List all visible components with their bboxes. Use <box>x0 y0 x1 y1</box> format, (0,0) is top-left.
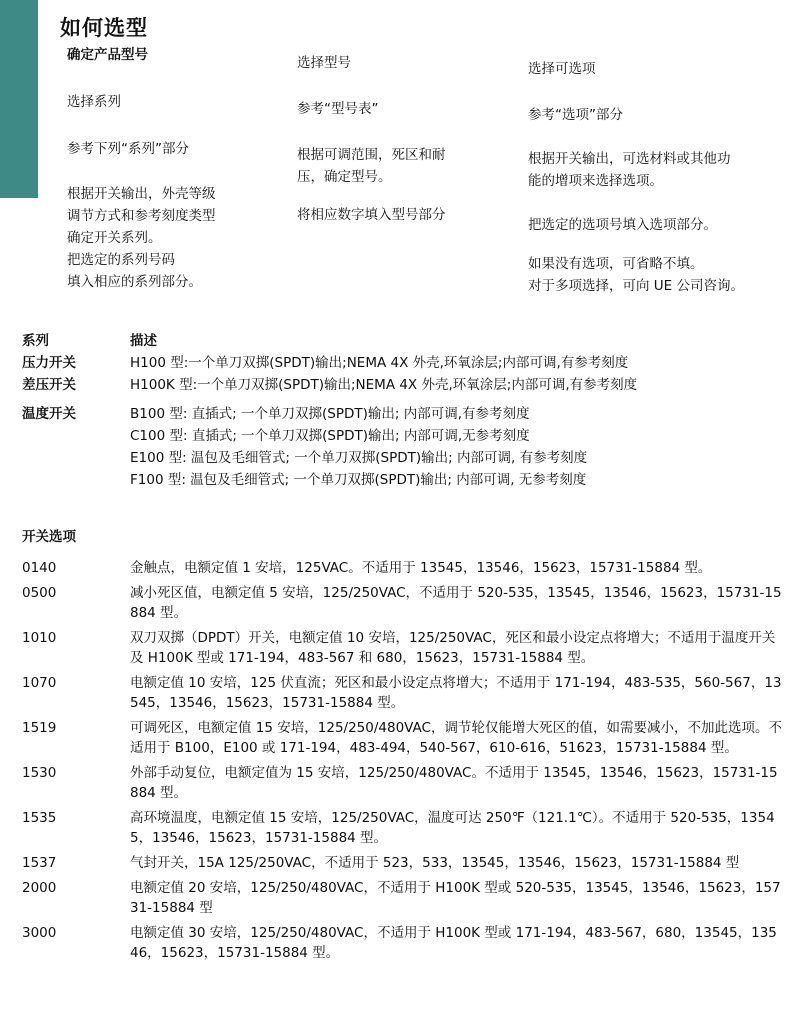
option-row <box>22 923 782 963</box>
step-text: 参考“选项”部分 <box>528 107 623 123</box>
option-row <box>22 808 782 848</box>
accent-bar <box>0 0 38 198</box>
option-code: 2000 <box>22 880 57 896</box>
header-series: 系列 <box>22 333 49 349</box>
option-row <box>22 583 782 623</box>
series-row <box>22 352 782 374</box>
option-code: 0500 <box>22 585 57 601</box>
option-code: 0140 <box>22 560 57 576</box>
option-text: 金触点，电额定值 1 安培，125VAC。不适用于 13545，13546，15623，15731-15884 型。 <box>130 560 712 576</box>
option-row <box>22 628 782 668</box>
option-code: 1010 <box>22 630 57 646</box>
series-description: F100 型: 温包及毛细管式; 一个单刀双掷(SPDT)输出; 内部可调, 无参考刻度 <box>130 472 587 488</box>
page-title: 如何选型 <box>60 16 148 40</box>
series-table-header <box>22 330 782 352</box>
step-text: 参考下列“系列”部分 <box>67 141 189 157</box>
option-row <box>22 718 782 758</box>
step-text: 根据可调范围，死区和耐 压，确定型号。 <box>297 147 446 185</box>
option-code: 1070 <box>22 675 57 691</box>
series-row <box>22 447 782 469</box>
options-list <box>22 558 782 968</box>
steps-column-options <box>528 58 790 297</box>
series-description: H100 型:一个单刀双掷(SPDT)输出;NEMA 4X 外壳,环氧涂层;内部可调,有参考刻度 <box>130 355 629 371</box>
series-name <box>22 425 130 447</box>
steps-column-series <box>67 44 287 293</box>
option-text: 可调死区，电额定值 15 安培，125/250/480VAC，调节轮仅能增大死区的值，如需要减小，不加此选项。不适用于 B100，E100 或 171-194，483-494，540-567，610-616，51623，15731-15884 型。 <box>130 720 782 756</box>
option-row <box>22 558 782 578</box>
option-row <box>22 853 782 873</box>
option-code: 3000 <box>22 925 57 941</box>
step-heading: 选择型号 <box>297 55 351 71</box>
option-text: 高环境温度，电额定值 15 安培，125/250VAC，温度可达 250℉（121.1℃）。不适用于 520-535，13545，13546，15623，15731-15884 型。 <box>130 810 775 846</box>
series-row <box>22 425 782 447</box>
option-text: 电额定值 20 安培，125/250/480VAC，不适用于 H100K 型或 520-535，13545，13546，15623，15731-15884 型 <box>130 880 781 916</box>
step-heading: 确定产品型号 <box>67 47 148 63</box>
step-text: 把选定的选项号填入选项部分。 <box>528 217 717 233</box>
option-code: 1535 <box>22 810 57 826</box>
option-text: 双刀双掷（DPDT）开关，电额定值 10 安培，125/250VAC，死区和最小设定点将增大；不适用于温度开关及 H100K 型或 171-194，483-567 和 680，15623，15731-15884 型。 <box>130 630 776 666</box>
step-text: 根据开关输出，外壳等级 调节方式和参考刻度类型 确定开关系列。 把选定的系列号码 填入相应的系列部分。 <box>67 186 216 290</box>
series-description: C100 型: 直插式; 一个单刀双掷(SPDT)输出; 内部可调,无参考刻度 <box>130 428 530 444</box>
option-code: 1519 <box>22 720 57 736</box>
option-row <box>22 763 782 803</box>
step-heading: 选择可选项 <box>528 61 596 77</box>
series-name: 压力开关 <box>22 355 76 371</box>
option-code: 1530 <box>22 765 57 781</box>
options-heading: 开关选项 <box>22 529 76 545</box>
option-code: 1537 <box>22 855 57 871</box>
step-text: 根据开关输出，可选材料或其他功 能的增项来选择选项。 <box>528 151 731 189</box>
option-row <box>22 673 782 713</box>
step-text: 如果没有选项，可省略不填。 对于多项选择，可向 UE 公司咨询。 <box>528 256 744 294</box>
header-description: 描述 <box>130 333 157 349</box>
step-text: 选择系列 <box>67 94 121 110</box>
option-text: 电额定值 30 安培，125/250/480VAC，不适用于 H100K 型或 171-194，483-567，680，13545，13546，15623，15731-15884 型。 <box>130 925 777 961</box>
step-text: 参考“型号表” <box>297 101 379 117</box>
series-row <box>22 403 782 425</box>
series-row <box>22 469 782 491</box>
series-description: H100K 型:一个单刀双掷(SPDT)输出;NEMA 4X 外壳,环氧涂层;内部可调,有参考刻度 <box>130 377 638 393</box>
series-description: E100 型: 温包及毛细管式; 一个单刀双掷(SPDT)输出; 内部可调, 有参考刻度 <box>130 450 588 466</box>
series-name: 差压开关 <box>22 377 76 393</box>
series-name <box>22 469 130 491</box>
option-text: 减小死区值，电额定值 5 安培，125/250VAC，不适用于 520-535，13545，13546，15623，15731-15884 型。 <box>130 585 782 621</box>
option-row <box>22 878 782 918</box>
steps-column-model <box>297 52 517 226</box>
series-row <box>22 374 782 396</box>
series-description: B100 型: 直插式; 一个单刀双掷(SPDT)输出; 内部可调,有参考刻度 <box>130 406 530 422</box>
series-table <box>22 330 782 491</box>
option-text: 电额定值 10 安培，125 伏直流；死区和最小设定点将增大；不适用于 171-194，483-535，560-567，13545，13546，15623，15731-15884 型。 <box>130 675 782 711</box>
step-text: 将相应数字填入型号部分 <box>297 207 446 223</box>
option-text: 气封开关，15A 125/250VAC，不适用于 523，533，13545，13546，15623，15731-15884 型 <box>130 855 740 871</box>
series-name <box>22 447 130 469</box>
option-text: 外部手动复位，电额定值为 15 安培，125/250/480VAC。不适用于 13545，13546，15623，15731-15884 型。 <box>130 765 778 801</box>
series-name: 温度开关 <box>22 406 76 422</box>
